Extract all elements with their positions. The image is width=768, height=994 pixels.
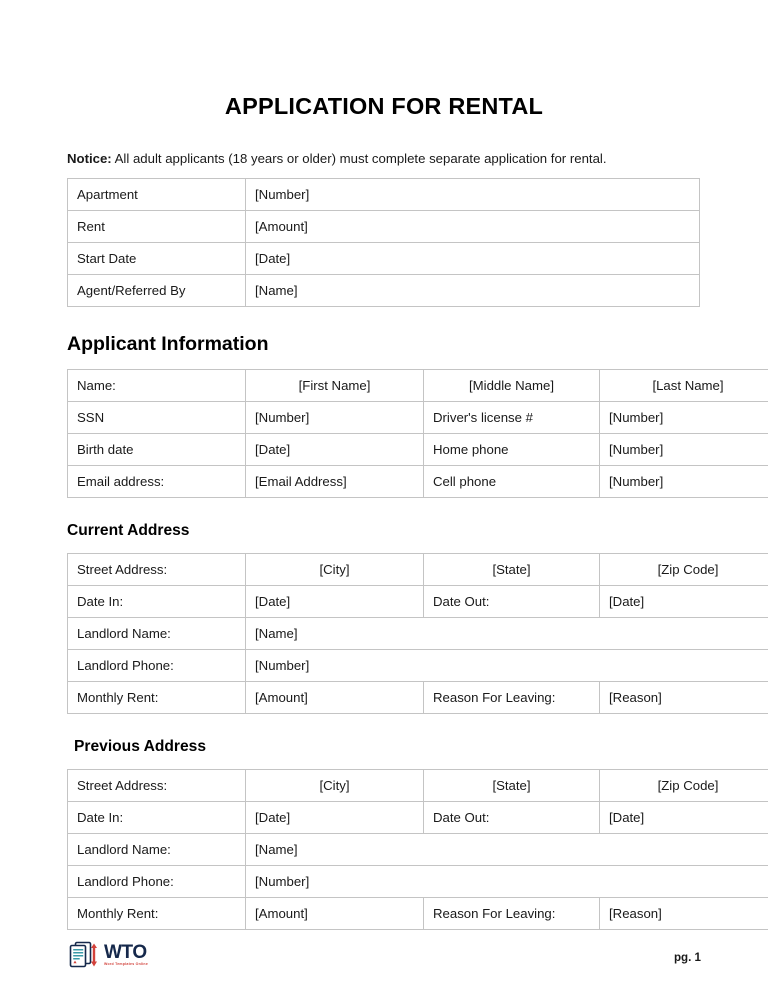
logo-wordmark: WTO [104,941,147,963]
landlord-name-value[interactable]: [Name] [246,833,768,865]
cell-phone-value[interactable]: [Number] [600,465,768,497]
logo-subtitle: Word Templates Online [104,961,149,966]
home-phone-label: Home phone [424,433,600,465]
landlord-phone-value[interactable]: [Number] [246,649,768,681]
first-name-value[interactable]: [First Name] [246,369,424,401]
table-row [68,553,768,585]
monthly-rent-value[interactable]: [Amount] [246,681,424,713]
zip-code-value[interactable]: [Zip Code] [600,769,768,801]
cell-phone-label: Cell phone [424,465,600,497]
street-address-label: Street Address: [68,769,246,801]
state-value[interactable]: [State] [424,553,600,585]
state-value[interactable]: [State] [424,769,600,801]
document-stack-icon [67,940,101,970]
monthly-rent-label: Monthly Rent: [68,681,246,713]
reason-for-leaving-label: Reason For Leaving: [424,897,600,929]
agent-referred-label: Agent/Referred By [68,274,246,306]
birth-date-label: Birth date [68,433,246,465]
section-heading-current-address: Current Address [67,521,190,539]
table-row [68,178,700,210]
table-row [68,897,768,929]
notice-line [67,120,701,178]
notice-label: Notice: [67,151,112,166]
date-in-label: Date In: [68,585,246,617]
table-row [68,242,700,274]
table-row [68,433,768,465]
table-row [68,210,700,242]
email-address-label: Email address: [68,465,246,497]
applicant-information-table [67,369,768,498]
table-row [68,833,768,865]
date-in-label: Date In: [68,801,246,833]
zip-code-value[interactable]: [Zip Code] [600,553,768,585]
table-row [68,274,700,306]
monthly-rent-label: Monthly Rent: [68,897,246,929]
street-address-label: Street Address: [68,553,246,585]
notice-text: All adult applicants (18 years or older) must complete separate application for rental. [111,151,607,166]
start-date-label: Start Date [68,242,246,274]
page-title: APPLICATION FOR RENTAL [224,93,544,119]
rent-value[interactable]: [Amount] [246,210,700,242]
section-heading-previous-address: Previous Address [74,737,207,755]
page-number: pg. 1 [673,951,701,964]
apartment-value[interactable]: [Number] [246,178,700,210]
start-date-value[interactable]: [Date] [246,242,700,274]
landlord-phone-value[interactable]: [Number] [246,865,768,897]
logo-text [104,941,149,967]
date-in-value[interactable]: [Date] [246,585,424,617]
drivers-license-label: Driver's license # [424,401,600,433]
drivers-license-value[interactable]: [Number] [600,401,768,433]
table-row [68,649,768,681]
date-out-value[interactable]: [Date] [600,585,768,617]
table-row [68,401,768,433]
ssn-label: SSN [68,401,246,433]
reason-for-leaving-label: Reason For Leaving: [424,681,600,713]
last-name-value[interactable]: [Last Name] [600,369,768,401]
wto-logo [67,940,148,970]
table-row [68,769,768,801]
table-row [68,465,768,497]
apartment-label: Apartment [68,178,246,210]
table-row [68,585,768,617]
landlord-phone-label: Landlord Phone: [68,649,246,681]
middle-name-value[interactable]: [Middle Name] [424,369,600,401]
reason-for-leaving-value[interactable]: [Reason] [600,681,768,713]
date-in-value[interactable]: [Date] [246,801,424,833]
section-heading-applicant-information: Applicant Information [67,332,269,355]
date-out-label: Date Out: [424,801,600,833]
rent-label: Rent [68,210,246,242]
current-address-table [67,553,768,714]
landlord-name-label: Landlord Name: [68,617,246,649]
landlord-name-label: Landlord Name: [68,833,246,865]
birth-date-value[interactable]: [Date] [246,433,424,465]
date-out-value[interactable]: [Date] [600,801,768,833]
reason-for-leaving-value[interactable]: [Reason] [600,897,768,929]
table-row [68,681,768,713]
table-row [68,865,768,897]
previous-address-table [67,769,768,930]
landlord-name-value[interactable]: [Name] [246,617,768,649]
city-value[interactable]: [City] [246,553,424,585]
agent-referred-value[interactable]: [Name] [246,274,700,306]
monthly-rent-value[interactable]: [Amount] [246,897,424,929]
table-row [68,617,768,649]
table-row [68,801,768,833]
table-row [68,369,768,401]
landlord-phone-label: Landlord Phone: [68,865,246,897]
home-phone-value[interactable]: [Number] [600,433,768,465]
date-out-label: Date Out: [424,585,600,617]
page-footer [67,932,701,972]
rental-details-table [67,178,700,307]
email-address-value[interactable]: [Email Address] [246,465,424,497]
ssn-value[interactable]: [Number] [246,401,424,433]
name-label: Name: [68,369,246,401]
city-value[interactable]: [City] [246,769,424,801]
